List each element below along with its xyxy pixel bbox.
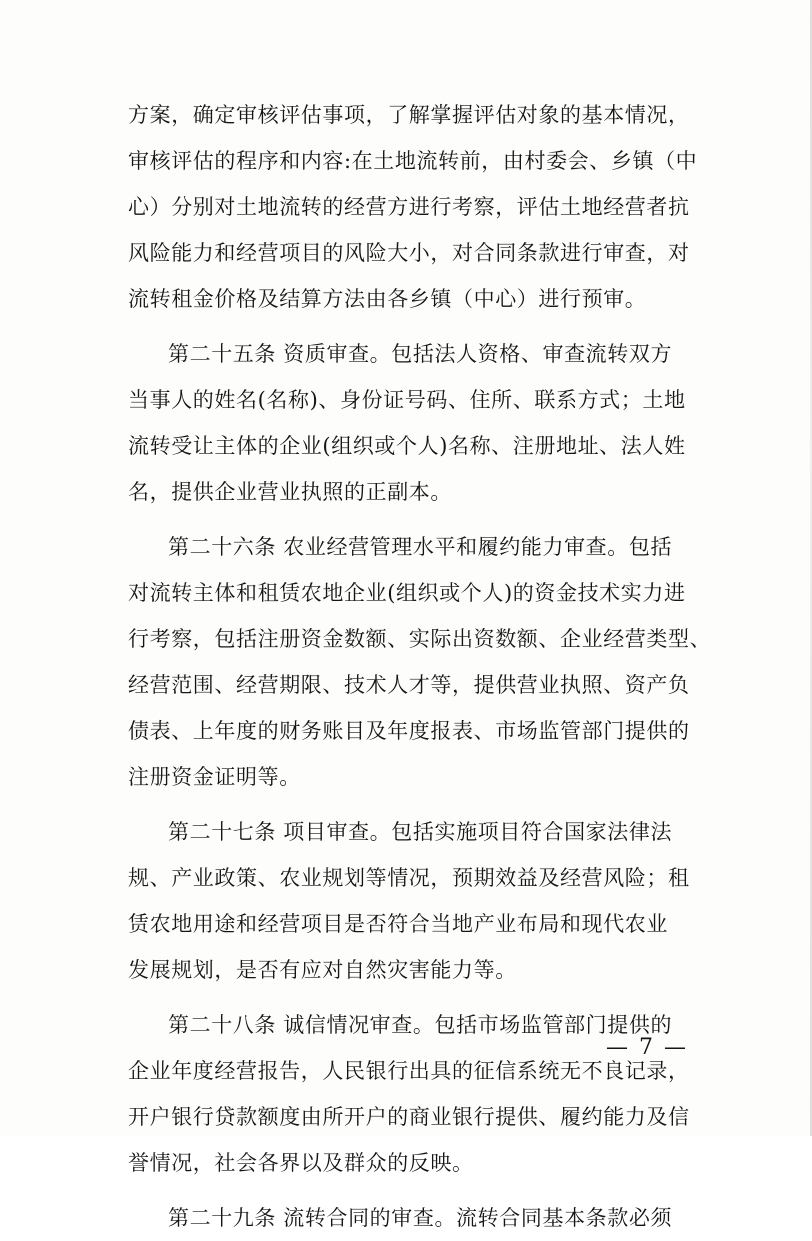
paragraph-gap <box>128 1186 688 1195</box>
article-first-line: 第二十五条 资质审查。包括法人资格、审查流转双方 <box>168 342 673 366</box>
text-line: 发展规划，是否有应对自然灾害能力等。 <box>128 958 517 982</box>
text-line: 企业年度经营报告，人民银行出具的征信系统无不良记录， <box>128 1059 690 1083</box>
text-line: 债表、上年度的财务账目及年度报表、市场监管部门提供的 <box>128 719 690 743</box>
page-number: — 7 — <box>606 1035 688 1060</box>
article-first-line: 第二十六条 农业经营管理水平和履约能力审查。包括 <box>168 535 673 559</box>
text-line: 规、产业政策、农业规划等情况，预期效益及经营风险；租 <box>128 866 690 890</box>
text-line: 流转租金价格及结算方法由各乡镇（中心）进行预审。 <box>128 287 647 311</box>
text-line: 对流转主体和租赁农地企业(组织或个人)的资金技术实力进 <box>128 581 686 605</box>
text-line: 誉情况，社会各界以及群众的反映。 <box>128 1151 474 1175</box>
text-line: 赁农地用途和经营项目是否符合当地产业布局和现代农业 <box>128 912 668 936</box>
paragraph-gap <box>128 800 688 809</box>
text-line: 开户银行贷款额度由所开户的商业银行提供、履约能力及信 <box>128 1105 690 1129</box>
text-line: 注册资金证明等。 <box>128 765 301 789</box>
article-first-line: 第二十八条 诚信情况审查。包括市场监管部门提供的 <box>168 1013 673 1037</box>
paragraph-gap <box>128 993 688 1002</box>
article-first-line: 第二十九条 流转合同的审查。流转合同基本条款必须 <box>168 1206 673 1230</box>
document-body <box>128 92 712 1241</box>
text-line: 风险能力和经营项目的风险大小，对合同条款进行审查，对 <box>128 241 690 265</box>
text-line: 方案，确定审核评估事项，了解掌握评估对象的基本情况， <box>128 103 690 127</box>
article-first-line: 第二十七条 项目审查。包括实施项目符合国家法律法 <box>168 820 673 844</box>
paragraph-gap <box>128 322 688 331</box>
text-line: 行考察，包括注册资金数额、实际出资数额、企业经营类型、 <box>128 627 712 651</box>
text-line: 经营范围、经营期限、技术人才等，提供营业执照、资产负 <box>128 673 690 697</box>
text-line: 流转受让主体的企业(组织或个人)名称、注册地址、法人姓 <box>128 434 686 458</box>
text-line: 审核评估的程序和内容:在土地流转前，由村委会、乡镇（中 <box>128 149 698 173</box>
text-line: 名，提供企业营业执照的正副本。 <box>128 480 452 504</box>
text-line: 心）分别对土地流转的经营方进行考察，评估土地经营者抗 <box>128 195 690 219</box>
paragraph-gap <box>128 515 688 524</box>
text-line: 当事人的姓名(名称)、身份证号码、住所、联系方式；土地 <box>128 388 686 412</box>
